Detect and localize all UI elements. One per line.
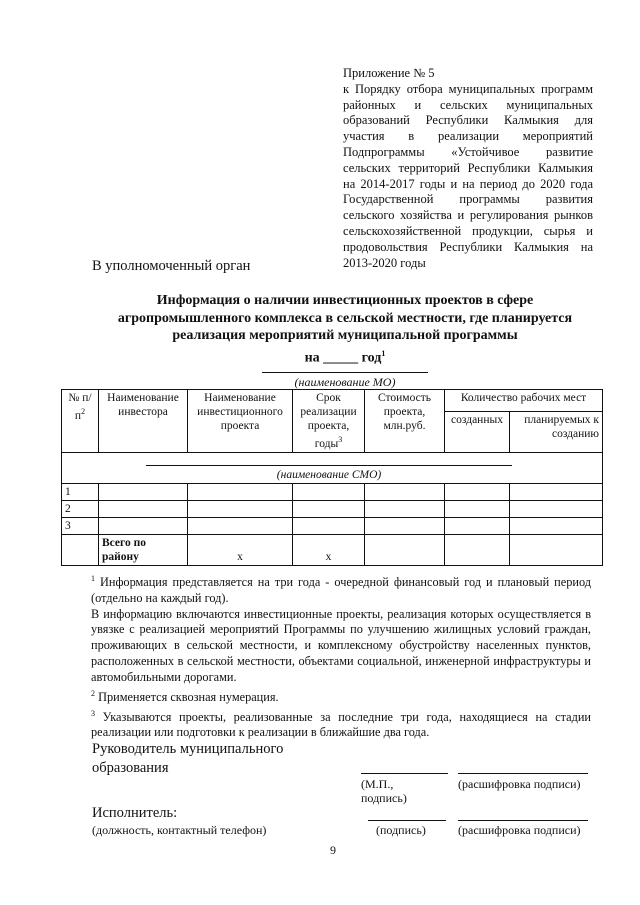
executor-label: Исполнитель: <box>92 805 178 821</box>
document-heading <box>92 292 598 367</box>
executor-decode-line <box>458 820 588 821</box>
total-label: Всего по району <box>99 534 188 565</box>
header-planned: планируемых к созданию <box>510 412 603 453</box>
smo-caption: (наименование СМО) <box>146 465 512 482</box>
projects-table <box>61 389 603 566</box>
table-header-row <box>62 390 603 412</box>
heading-line-4 <box>92 345 598 367</box>
header-term: Срок реализации проекта, годы$^3$ <box>293 390 365 453</box>
header-cost: Стоимость проекта, млн.руб. <box>365 390 445 453</box>
footnotes <box>91 571 591 741</box>
total-project: x <box>188 534 293 565</box>
footnote-1: $^1$ Информация представляется на три года - очередной финансовый год и плановый период (отдельно на каждый год). <box>91 574 591 605</box>
appendix-block <box>343 66 593 271</box>
executor-sign-line <box>368 820 446 821</box>
heading-line-3: реализация мероприятий муниципальной программы <box>172 328 518 343</box>
decode-line <box>458 773 588 774</box>
heading-line-1: Информация о наличии инвестиционных проектов в сфере <box>156 293 534 308</box>
appendix-text: к Порядку отбора муниципальных программ районных и сельских муниципальных образований Республики Калмыкия для участия в реализации мероприятий Подпрограммы «Устойчивое развитие сельских территорий Республики Калмыкия на 2014-2017 годы и на период до 2020 года Государственной программы развития сельского хозяйства и регулирования рынков сельскохозяйственной продукции, сырья и продовольствия Республики Калмыкия на 2013-2020 годы <box>343 81 593 270</box>
mp-signature-line <box>361 773 448 774</box>
mo-caption: (наименование МО) <box>294 375 396 389</box>
header-jobs: Количество рабочих мест <box>445 390 603 412</box>
recipient-line: В уполномоченный орган <box>92 258 251 274</box>
heading-year: на _____ год <box>304 350 382 366</box>
footnote-3: $^3$ Указываются проекты, реализованные за последние три года, находящиеся на стадии реализации или подготовки к реализации в ближайшие два года. <box>91 708 591 740</box>
smo-row <box>62 452 603 483</box>
executor-caption: (должность, контактный телефон) <box>92 823 267 837</box>
header-num: № $п/п^2$ <box>62 390 99 453</box>
appendix-title: Приложение № 5 <box>343 66 435 80</box>
table-row: 1 <box>62 483 603 500</box>
heading-line-2: агропромышленного комплекса в сельской местности, где планируется <box>117 310 573 326</box>
executor-decode-caption: (расшифровка подписи) <box>458 823 581 837</box>
header-created: созданных <box>445 412 510 453</box>
mo-underline <box>262 372 428 373</box>
table-row: 2 <box>62 500 603 517</box>
total-term: x <box>293 534 365 565</box>
header-investor: Наименование инвестора <box>99 390 188 453</box>
total-row <box>62 534 603 565</box>
decode-caption: (расшифровка подписи) <box>458 777 581 791</box>
footnote-1b: В информацию включаются инвестиционные проекты, реализация которых осуществляется в увязке с реализацией мероприятий Программы по улучшению жилищных условий граждан, проживающих в сельской местности, и комплексному обустройству населенных пунктов, расположенных в сельской местности, объектами социальной, инженерной инфраструктуры и автомобильными дорогами. <box>91 606 591 684</box>
page-number: 9 <box>330 843 336 857</box>
heading-footnote-ref: 1 <box>381 348 386 358</box>
executor-sign-caption: (подпись) <box>376 823 426 837</box>
head-title: Руководитель муниципального образования <box>92 741 284 776</box>
header-project: Наименование инвестиционного проекта <box>188 390 293 453</box>
footnote-2: $^2$ Применяется сквозная нумерация. <box>91 688 279 704</box>
mp-caption: (М.П., подпись) <box>361 777 407 805</box>
table-row: 3 <box>62 517 603 534</box>
